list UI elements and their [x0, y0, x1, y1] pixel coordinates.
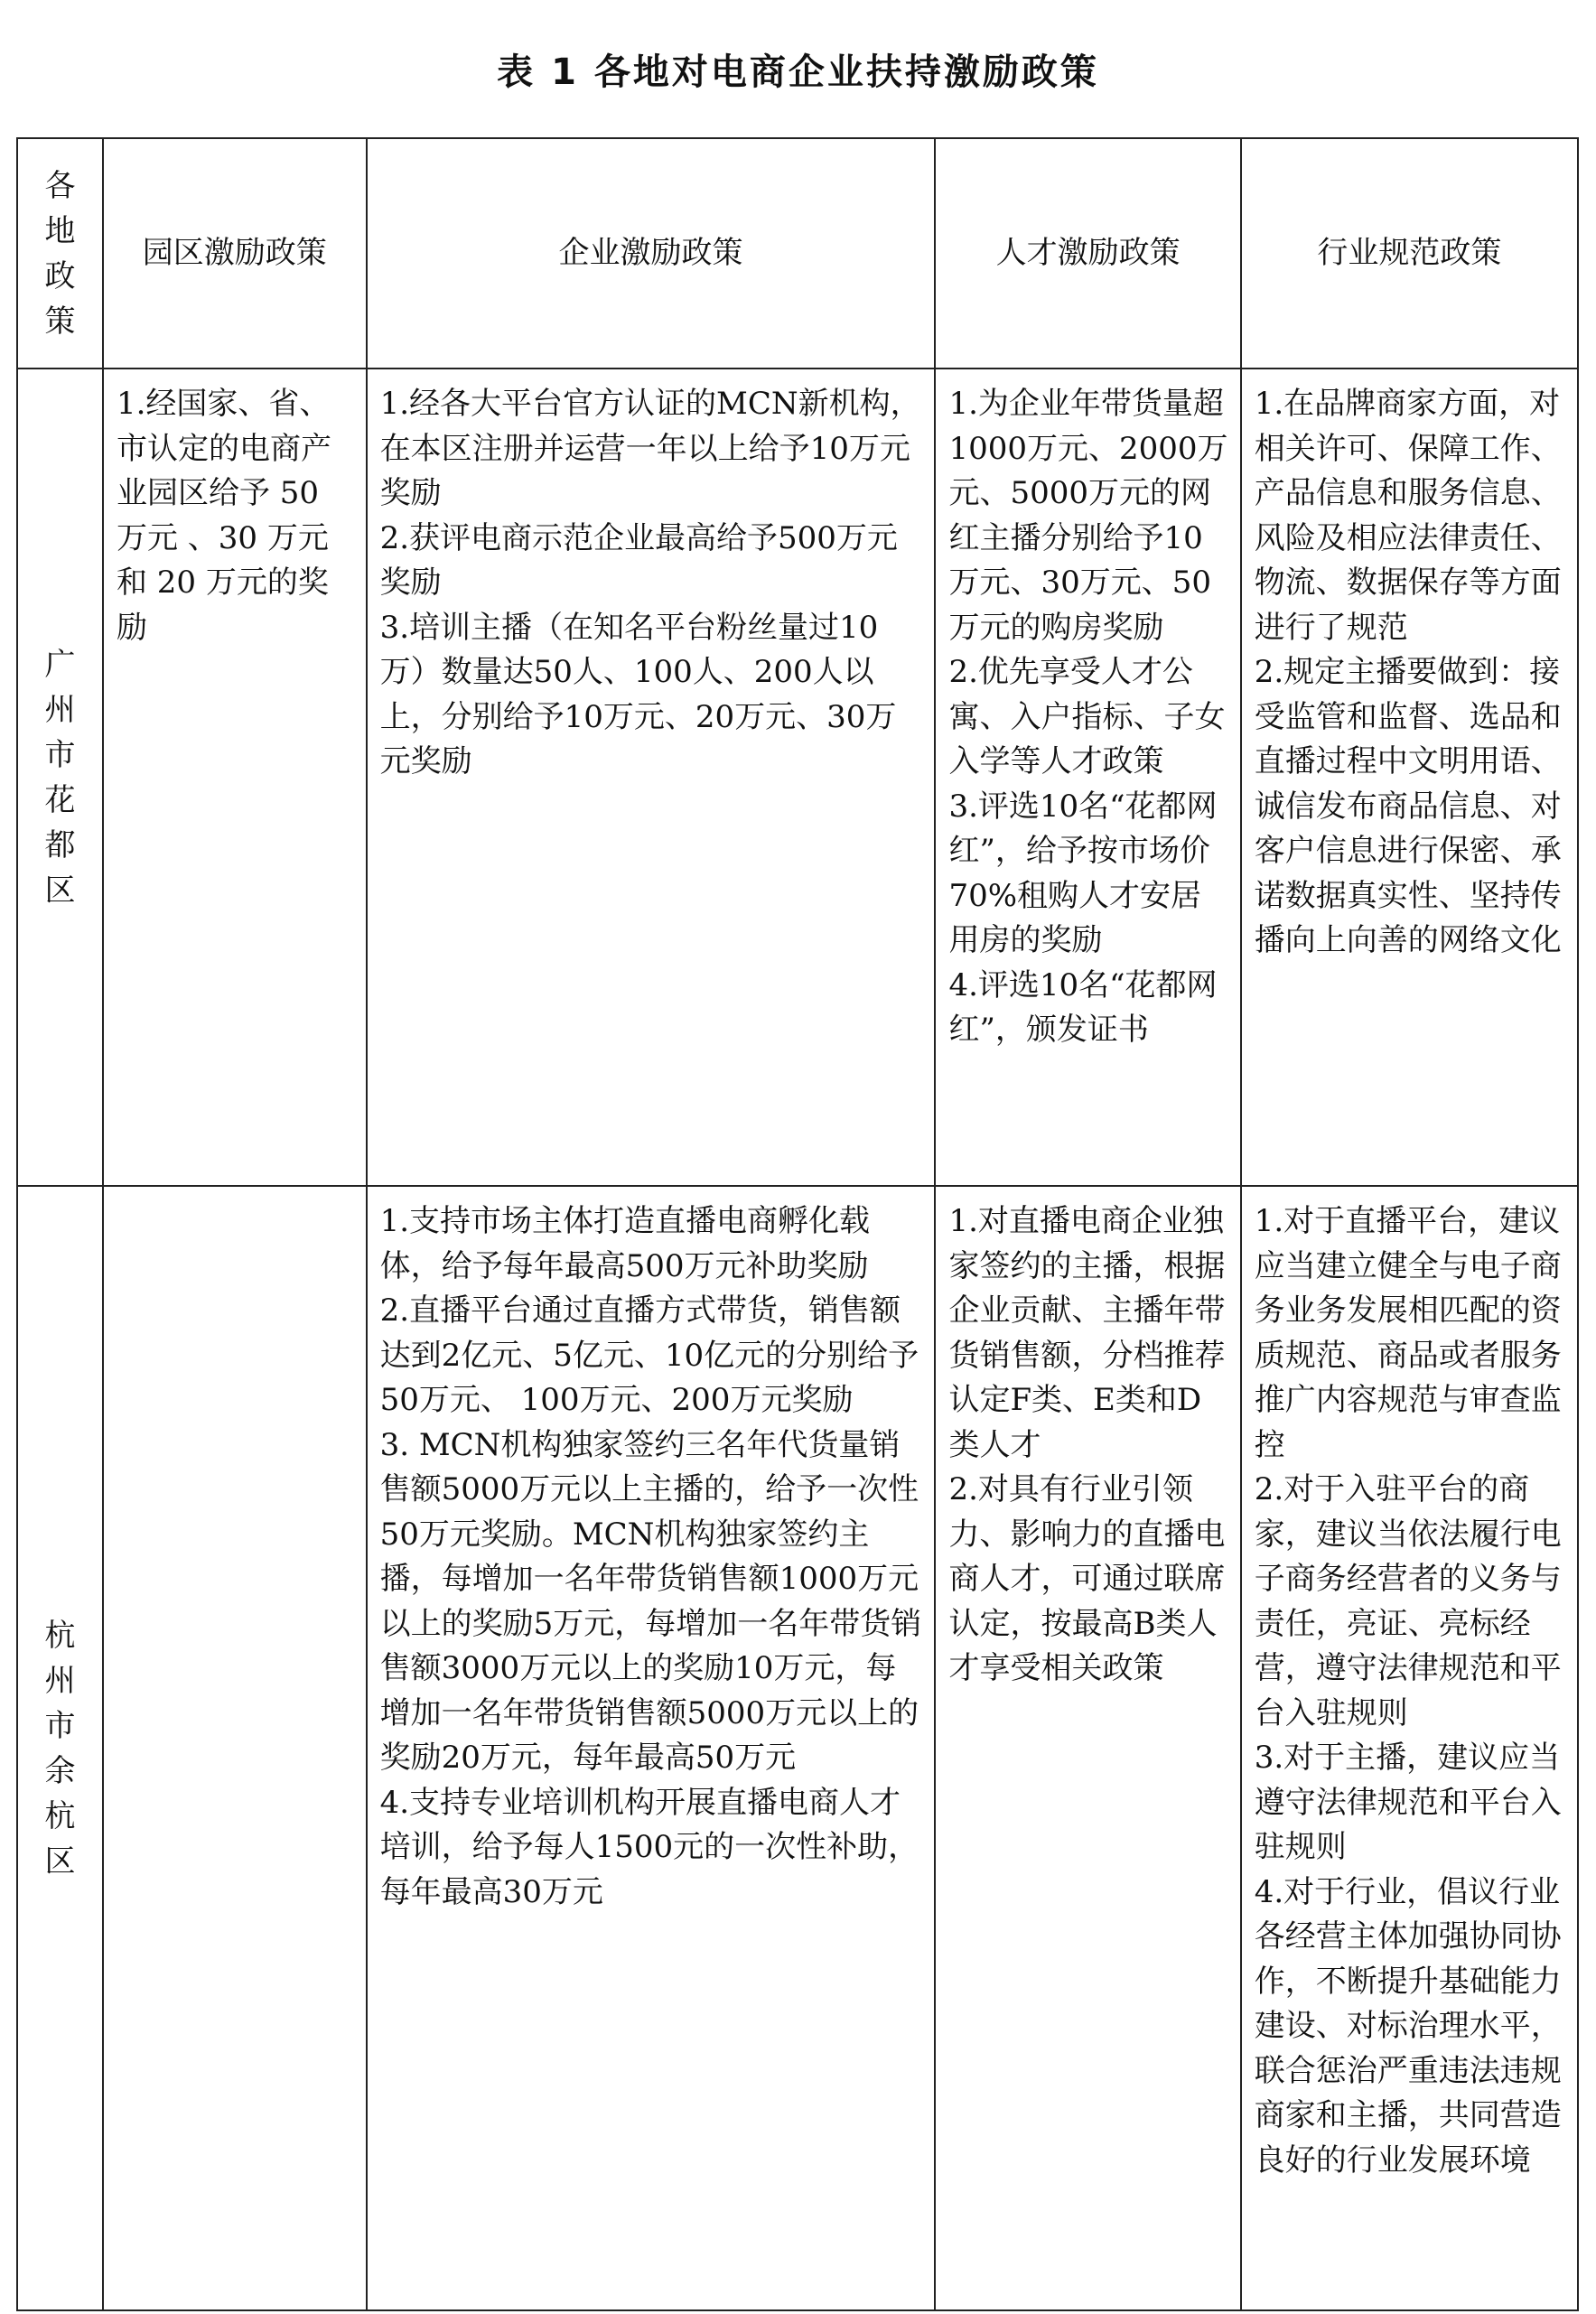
list-item: 4.评选10名“花都网红”，颁发证书 [948, 966, 1218, 1048]
header-talent-policy: 人才激励政策 [935, 138, 1240, 369]
header-enterprise-policy: 企业激励政策 [367, 138, 936, 369]
header-park-policy: 园区激励政策 [103, 138, 367, 369]
header-industry-policy: 行业规范政策 [1241, 138, 1578, 369]
list-item: 3.对于主播，建议应当遵守法律规范和平台入驻规则 [1254, 1740, 1562, 1865]
list-item: 1.经各大平台官方认证的MCN新机构，在本区注册并运营一年以上给予10万元奖励 [379, 386, 921, 511]
policy-table [16, 137, 1579, 2311]
list-item: 2.规定主播要做到：接受监管和监督、选品和直播过程中文明用语、诚信发布商品信息、对客户信息进行保密、承诺数据真实性、坚持传播向上向善的网络文化 [1254, 654, 1562, 958]
list-item: 2.对于入驻平台的商家，建议当依法履行电子商务经营者的义务与责任，亮证、亮标经营，遵守法律规范和平台入驻规则 [1254, 1471, 1562, 1731]
park-policy-cell [103, 1186, 367, 2310]
list-item: 1.为企业年带货量超1000万元、2000万元、5000万元的网红主播分别给予10万元、30万元、50万元的购房奖励 [948, 386, 1228, 646]
industry-policy-cell [1241, 369, 1578, 1186]
region-cell: 广州市花都区 [17, 369, 103, 1186]
enterprise-policy-cell [367, 369, 936, 1186]
header-region: 各地政策 [17, 138, 103, 369]
list-item: 4.支持专业培训机构开展直播电商人才培训，给予每人1500元的一次性补助，每年最高30万元 [379, 1784, 919, 1910]
list-item: 3. MCN机构独家签约三名年代货量销售额5000万元以上主播的，给予一次性50万元奖励。MCN机构独家签约主播，每增加一名年带货销售额1000万元以上的奖励5万元，每增加一名年带货销售额3000万元以上的奖励10万元，每增加一名年带货销售额5000万元以上的奖励20万元，每年最高50万元 [379, 1426, 922, 1776]
list-item: 1.支持市场主体打造直播电商孵化载体，给予每年最高500万元补助奖励 [379, 1203, 871, 1284]
list-item: 1.对于直播平台，建议应当建立健全与电子商务业务发展相匹配的资质规范、商品或者服务推广内容规范与审查监控 [1254, 1203, 1562, 1463]
talent-policy-cell [935, 369, 1240, 1186]
list-item: 1.对直播电商企业独家签约的主播，根据企业贡献、主播年带货销售额，分档推荐认定F类、E类和D类人才 [948, 1203, 1226, 1463]
table-row [17, 369, 1578, 1186]
list-item: 3.培训主播（在知名平台粉丝量过10万）数量达50人、100人、200人以上，分别给予10万元、20万元、30万元奖励 [379, 609, 897, 779]
list-item: 4.对于行业，倡议行业各经营主体加强协同协作，不断提升基础能力建设、对标治理水平，联合惩治严重违法违规商家和主播，共同营造良好的行业发展环境 [1254, 1873, 1562, 2179]
park-policy-cell [103, 369, 367, 1186]
list-item: 1.在品牌商家方面，对相关许可、保障工作、产品信息和服务信息、风险及相应法律责任、物流、数据保存等方面进行了规范 [1254, 386, 1562, 646]
list-item: 2.获评电商示范企业最高给予500万元奖励 [379, 519, 898, 601]
region-cell: 杭州市余杭区 [17, 1186, 103, 2310]
list-item: 2.直播平台通过直播方式带货，销售额达到2亿元、5亿元、10亿元的分别给予50万元、 100万元、200万元奖励 [379, 1292, 919, 1418]
industry-policy-cell [1241, 1186, 1578, 2310]
list-item: 3.评选10名“花都网红”，给予按市场价70%租购人才安居用房的奖励 [948, 788, 1218, 958]
table-row [17, 1186, 1578, 2310]
list-item: 2.对具有行业引领力、影响力的直播电商人才，可通过联席认定，按最高B类人才享受相关政策 [948, 1471, 1226, 1686]
talent-policy-cell [935, 1186, 1240, 2310]
table-title: 表 1 各地对电商企业扶持激励政策 [497, 51, 1099, 93]
header-row [17, 138, 1578, 369]
list-item: 1.经国家、省、市认定的电商产业园区给予 50 万元 、30 万元和 20 万元的奖励 [116, 386, 331, 646]
list-item: 2.优先享受人才公寓、入户指标、子女入学等人才政策 [948, 654, 1226, 779]
enterprise-policy-cell [367, 1186, 936, 2310]
